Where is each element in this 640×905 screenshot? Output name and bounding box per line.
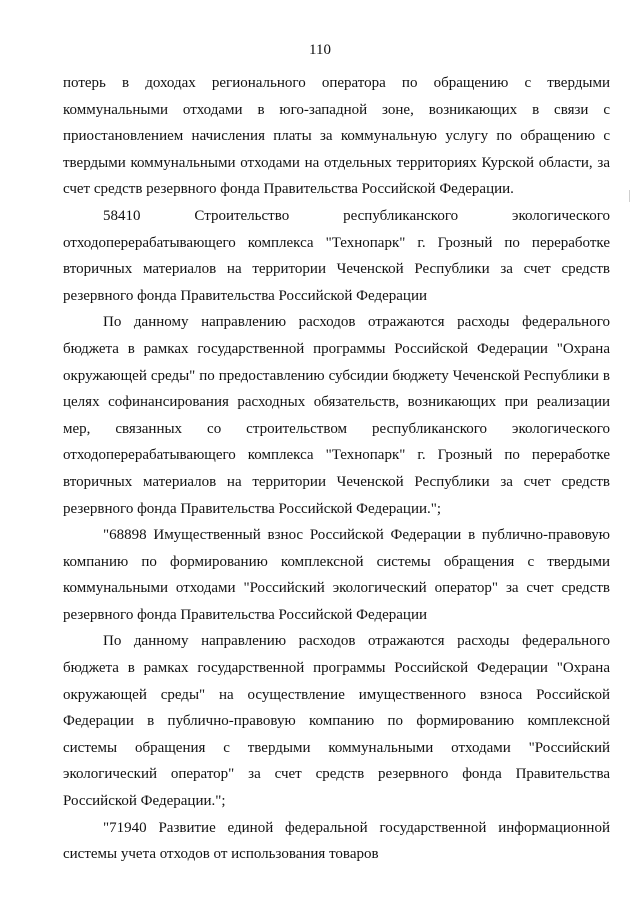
- scan-artifact-mark: [629, 190, 630, 202]
- paragraph-continuation: потерь в доходах регионального оператора по обращению с твердыми коммунальными отходами в юго-западной зоне, возникающих в связи с приостановлением начисления платы за коммунальную услугу по обращению с твердыми коммунальными отходами на отдельных территориях Курской области, за счет средств резервного фонда Правительства Российской Федерации.: [63, 75, 610, 198]
- paragraph-description-68898: По данному направлению расходов отражаются расходы федерального бюджета в рамках государственной программы Российской Федерации "Охрана окружающей среды" на осуществление имущественного взноса Российской Федерации в публично-правовую компанию по формированию комплексной системы обращения с твердыми коммунальными отходами "Российский экологический оператор" за счет средств резервного фонда Правительства Российской Федерации.";: [63, 633, 610, 810]
- page-number: 110: [309, 42, 331, 58]
- document-body: [63, 70, 610, 868]
- paragraph-code-68898: "68898 Имущественный взнос Российской Федерации в публично-правовую компанию по формированию комплексной системы обращения с твердыми коммунальными отходами "Российский экологический оператор" за счет средств резервного фонда Правительства Российской Федерации: [63, 527, 610, 623]
- paragraph-code-71940: "71940 Развитие единой федеральной государственной информационной системы учета отходов от использования товаров: [63, 819, 610, 863]
- paragraph-code-58410: 58410 Строительство республиканского экологического отходоперерабатывающего комплекса "Технопарк" г. Грозный по переработке вторичных материалов на территории Чеченской Республики за счет средств резервного фонда Правительства Российской Федерации: [63, 207, 610, 304]
- paragraph-description-58410: По данному направлению расходов отражаются расходы федерального бюджета в рамках государственной программы Российской Федерации "Охрана окружающей среды" по предоставлению субсидии бюджету Чеченской Республики в целях софинансирования расходных обязательств, возникающих при реализации мер, связанных со строительством республиканского экологического отходоперерабатывающего комплекса "Технопарк" г. Грозный по переработке вторичных материалов на территории Чеченской Республики за счет средств резервного фонда Правительства Российской Федерации.";: [63, 314, 610, 517]
